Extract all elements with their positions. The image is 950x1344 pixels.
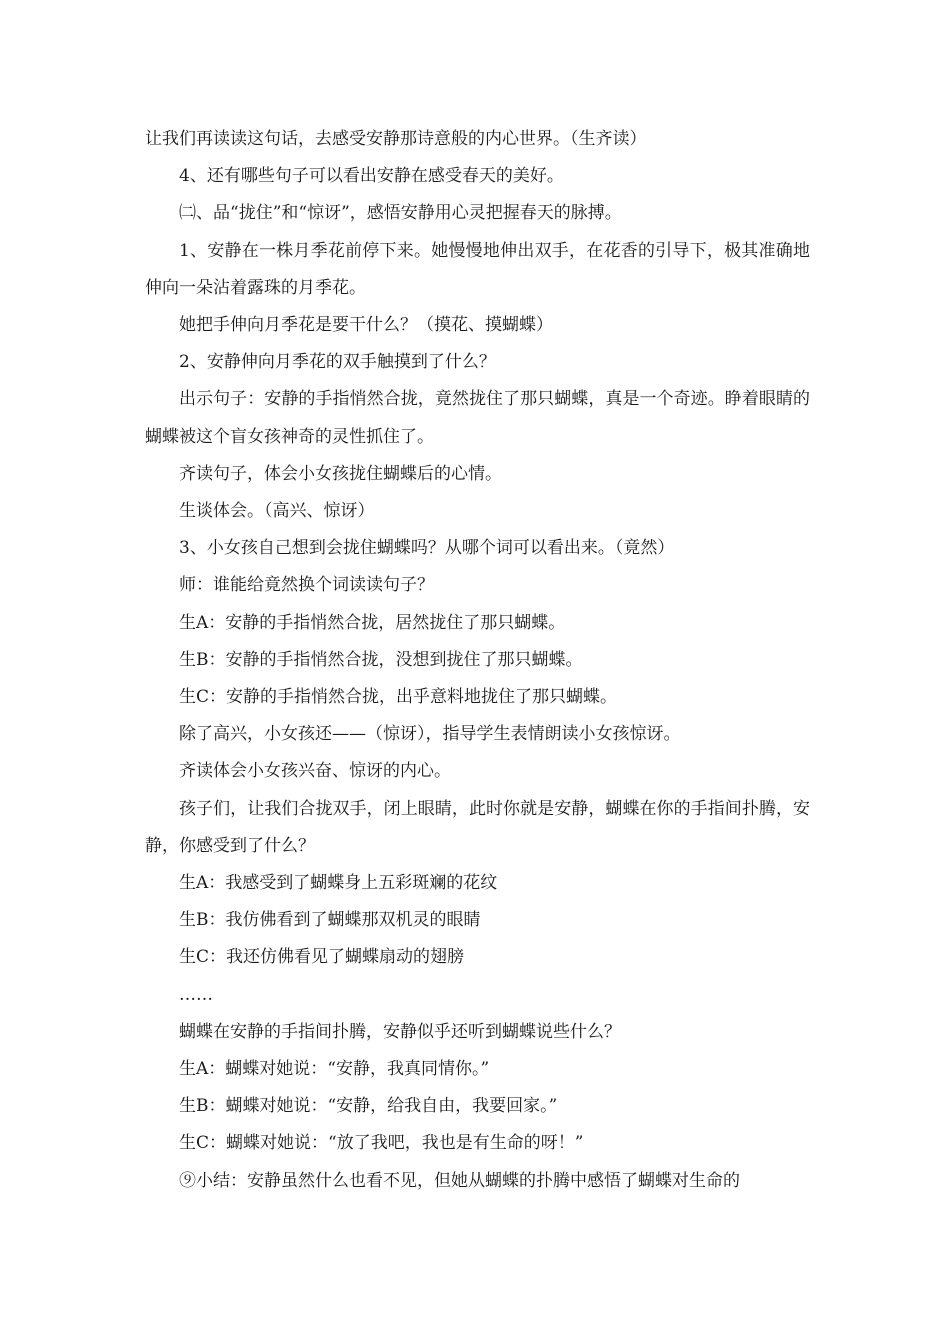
paragraph: 1、安静在一株月季花前停下来。她慢慢地伸出双手，在花香的引导下，极其准确地伸向一朵沾着露珠的月季花。 [145,240,810,298]
paragraph: 生谈体会。（高兴、惊讶） [179,501,375,522]
paragraph: 4、还有哪些句子可以看出安静在感受春天的美好。 [179,166,564,187]
paragraph: …… [179,984,213,1005]
paragraph: 齐读句子，体会小女孩拢住蝴蝶后的心情。 [179,463,502,484]
paragraph: 齐读体会小女孩兴奋、惊讶的内心。 [179,761,451,782]
paragraph: 3、小女孩自己想到会拢住蝴蝶吗？从哪个词可以看出来。（竟然） [179,538,675,559]
paragraph: 生C：蝴蝶对她说：“放了我吧，我也是有生命的呀！” [179,1133,584,1154]
paragraph: 生C：我还仿佛看见了蝴蝶扇动的翅膀 [179,947,465,968]
paragraph: 2、安静伸向月季花的双手触摸到了什么？ [179,352,496,373]
document-body [145,121,810,1200]
paragraph: 生B：蝴蝶对她说：“安静，给我自由，我要回家。” [179,1096,558,1117]
paragraph: 生B：我仿佛看到了蝴蝶那双机灵的眼睛 [179,910,481,931]
paragraph: 出示句子：安静的手指悄然合拢，竟然拢住了那只蝴蝶，真是一个奇迹。睁着眼睛的蝴蝶被这个盲女孩神奇的灵性抓住了。 [145,389,810,447]
paragraph: 生A：蝴蝶对她说：“安静，我真同情你。” [179,1059,490,1080]
paragraph: 让我们再读读这句话，去感受安静那诗意般的内心世界。（生齐读） [145,129,647,149]
paragraph: 蝴蝶在安静的手指间扑腾，安静似乎还听到蝴蝶说些什么？ [179,1021,621,1042]
paragraph: 她把手伸向月季花是要干什么？（摸花、摸蝴蝶） [179,315,553,336]
paragraph: ㈡、品“拢住”和“惊讶”，感悟安静用心灵把握春天的脉搏。 [179,203,622,224]
paragraph: ⑨小结：安静虽然什么也看不见，但她从蝴蝶的扑腾中感悟了蝴蝶对生命的 [179,1170,740,1191]
paragraph: 生A：安静的手指悄然合拢，居然拢住了那只蝴蝶。 [179,612,566,633]
paragraph: 生A：我感受到了蝴蝶身上五彩斑斓的花纹 [179,873,498,894]
paragraph: 师：谁能给竟然换个词读读句子？ [179,575,434,596]
paragraph: 除了高兴，小女孩还——（惊讶），指导学生表情朗读小女孩惊讶。 [179,724,681,745]
paragraph: 孩子们，让我们合拢双手，闭上眼睛，此时你就是安静，蝴蝶在你的手指间扑腾，安静，你感受到了什么？ [145,798,810,856]
paragraph: 生C：安静的手指悄然合拢，出乎意料地拢住了那只蝴蝶。 [179,687,618,708]
paragraph: 生B：安静的手指悄然合拢，没想到拢住了那只蝴蝶。 [179,649,583,670]
